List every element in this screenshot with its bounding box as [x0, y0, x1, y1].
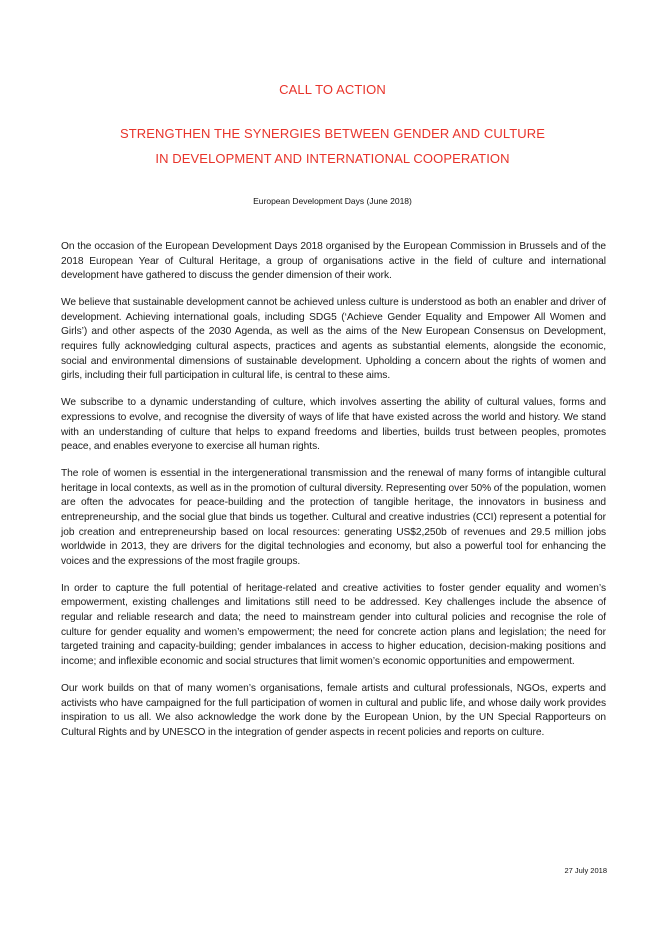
- paragraph-1: On the occasion of the European Development Days 2018 organised by the European Commission in Brussels and of the 2018 European Year of Cultural Heritage, a group of organisations active in the field of culture and international development have gathered to discuss the gender dimension of their work.: [61, 241, 606, 282]
- main-title-line-2: IN DEVELOPMENT AND INTERNATIONAL COOPERATION: [155, 151, 510, 166]
- paragraph-2: We believe that sustainable development cannot be achieved unless culture is understood as both an enabler and driver of development. Achieving international goals, including SDG5 (‘Achieve Gender Equality and Empower All Women and Girls’) and other aspects of the 2030 Agenda, as well as the aims of the New European Consensus on Development, requires fully acknowledging cultural aspects, practices and agents as substantial elements, alongside the economic, social and environmental dimensions of sustainable development. Upholding a concern about the rights of women and girls, including their full participation in cultural life, is central to these aims.: [61, 297, 606, 382]
- document-date: 27 July 2018: [564, 866, 607, 875]
- paragraph-5: In order to capture the full potential of heritage-related and creative activities to foster gender equality and women’s empowerment, existing challenges and limitations still need to be addressed. Key challenges include the absence of regular and reliable research and data; the need to mainstream gender into cultural policies and recognise the role of culture for gender equality and women’s empowerment; the need for concrete action plans and legislation; the need for targeted training and capacity-building; gender imbalances in access to higher education, decision-making positions and income; and inflexible economic and social structures that limit women’s economic opportunities and empowerment.: [61, 582, 606, 667]
- main-title-line-1: STRENGTHEN THE SYNERGIES BETWEEN GENDER AND CULTURE: [119, 126, 545, 141]
- document-body: [61, 240, 606, 753]
- paragraph-6: Our work builds on that of many women’s organisations, female artists and cultural professionals, NGOs, experts and activists who have campaigned for the full participation of women in cultural and public life, and whose daily work provides inspiration to us all. We also acknowledge the work done by the European Union, by the UN Special Rapporteurs on Cultural Rights and by UNESCO in the integration of gender aspects in recent policies and reports on culture.: [61, 682, 606, 738]
- call-to-action-heading: CALL TO ACTION: [279, 82, 386, 97]
- paragraph-3: We subscribe to a dynamic understanding of culture, which involves asserting the ability of cultural values, forms and expressions to evolve, and recognise the diversity of ways of life that have existed across the world and history. We stand with an understanding of culture that helps to expand freedoms and liberties, builds trust between peoples, promotes peace, and enables everyone to exercise all human rights.: [61, 397, 606, 453]
- event-subtitle: European Development Days (June 2018): [253, 196, 412, 206]
- paragraph-4: The role of women is essential in the intergenerational transmission and the renewal of many forms of intangible cultural heritage in local contexts, as well as in the promotion of cultural diversity. Representing over 50% of the population, women are often the advocates for peace-building and the protection of tangible heritage, the innovators in business and entrepreneurship, and the social glue that binds us together. Cultural and creative industries (CCI) represent a potential for job creation and entrepreneurship based on local resources: generating US$2,250b of revenues and 29.5 million jobs worldwide in 2013, they are drivers for the digital technologies and economy, but also a powerful tool for enhancing the voices and the expressions of the most fragile groups.: [61, 468, 606, 567]
